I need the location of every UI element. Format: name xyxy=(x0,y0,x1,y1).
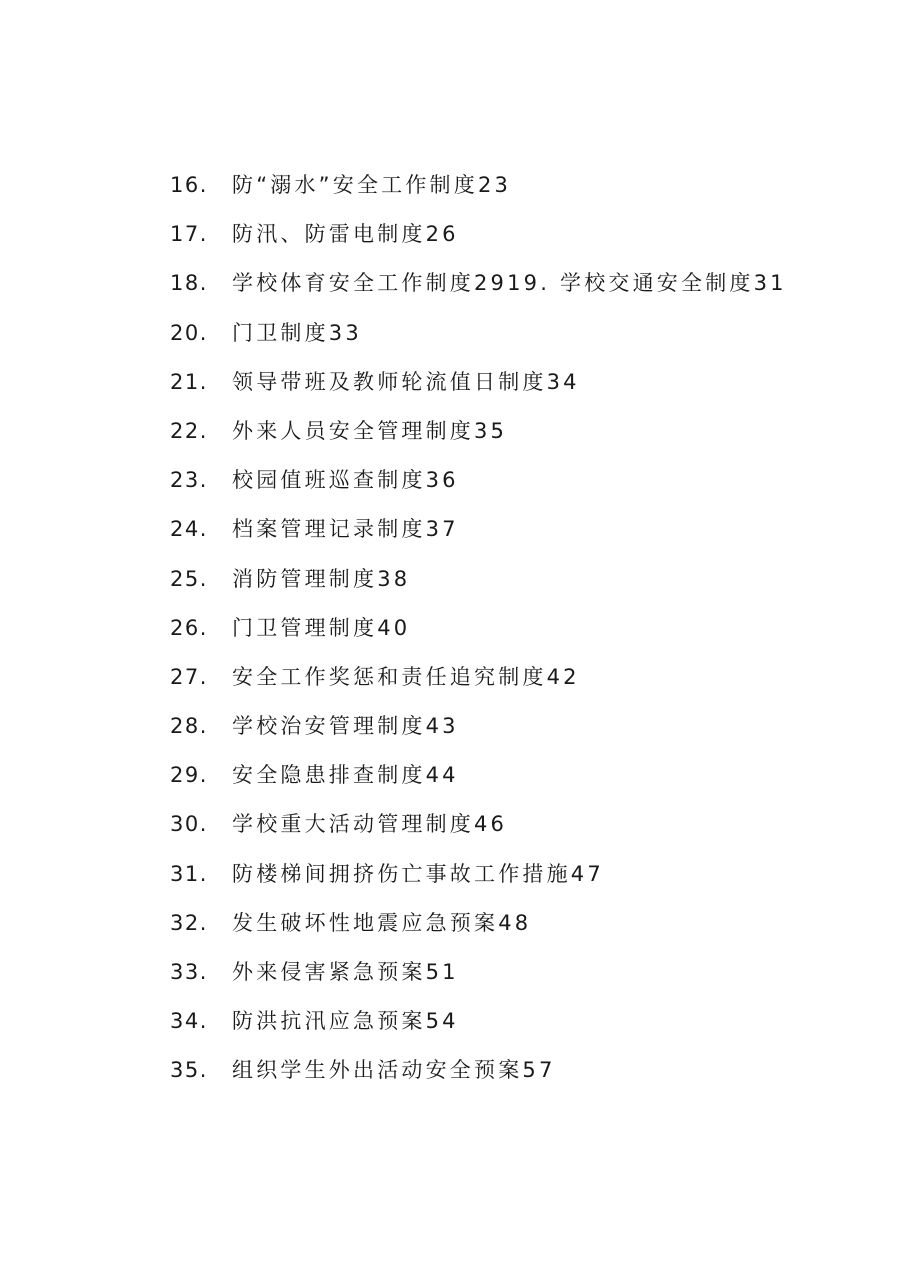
table-of-contents xyxy=(170,166,870,1101)
toc-entry xyxy=(170,215,870,264)
toc-entry-number: 31. xyxy=(170,861,208,886)
toc-entry-number: 29. xyxy=(170,763,208,788)
toc-entry xyxy=(170,412,870,461)
toc-entry-title: 门卫管理制度40 xyxy=(232,615,411,640)
toc-entry xyxy=(170,658,870,707)
toc-entry-title: 学校体育安全工作制度2919. 学校交通安全制度31 xyxy=(232,271,787,296)
toc-entry xyxy=(170,855,870,904)
toc-entry xyxy=(170,756,870,805)
toc-entry-number: 35. xyxy=(170,1058,208,1083)
toc-entry-title: 外来人员安全管理制度35 xyxy=(232,418,508,443)
toc-entry xyxy=(170,560,870,609)
toc-entry-number: 25. xyxy=(170,566,208,591)
toc-entry xyxy=(170,1051,870,1100)
toc-entry-title: 发生破坏性地震应急预案48 xyxy=(232,910,532,935)
toc-entry-title: 校园值班巡查制度36 xyxy=(232,468,459,493)
toc-entry xyxy=(170,264,870,313)
toc-entry-title: 防洪抗汛应急预案54 xyxy=(232,1009,459,1034)
toc-entry-number: 32. xyxy=(170,910,208,935)
toc-entry-number: 20. xyxy=(170,320,208,345)
toc-entry-number: 17. xyxy=(170,222,208,247)
toc-entry-number: 22. xyxy=(170,418,208,443)
toc-entry xyxy=(170,166,870,215)
toc-entry-title: 学校治安管理制度43 xyxy=(232,714,459,739)
toc-entry-title: 组织学生外出活动安全预案57 xyxy=(232,1058,556,1083)
toc-entry xyxy=(170,363,870,412)
toc-entry-title: 防汛、防雷电制度26 xyxy=(232,222,459,247)
toc-entry xyxy=(170,805,870,854)
toc-entry-title: 领导带班及教师轮流值日制度34 xyxy=(232,369,580,394)
toc-entry xyxy=(170,609,870,658)
toc-entry-number: 33. xyxy=(170,960,208,984)
toc-entry-number: 28. xyxy=(170,714,208,739)
toc-entry-number: 21. xyxy=(170,369,208,394)
toc-entry-title: 外来侵害紧急预案51 xyxy=(232,960,459,984)
toc-entry-number: 24. xyxy=(170,517,208,542)
toc-entry-title: 防“溺水”安全工作制度23 xyxy=(232,173,512,197)
toc-entry-number: 30. xyxy=(170,812,208,837)
toc-entry-title: 档案管理记录制度37 xyxy=(232,517,459,542)
toc-entry-number: 27. xyxy=(170,664,208,689)
toc-entry-number: 26. xyxy=(170,615,208,640)
toc-entry-number: 16. xyxy=(170,173,208,197)
toc-entry-title: 消防管理制度38 xyxy=(232,566,411,591)
toc-entry-title: 安全隐患排查制度44 xyxy=(232,763,459,788)
toc-entry xyxy=(170,1002,870,1051)
toc-entry-title: 门卫制度33 xyxy=(232,320,362,345)
toc-entry-number: 34. xyxy=(170,1009,208,1034)
toc-entry-title: 学校重大活动管理制度46 xyxy=(232,812,508,837)
toc-entry xyxy=(170,461,870,510)
toc-entry xyxy=(170,510,870,559)
toc-entry-number: 18. xyxy=(170,271,208,296)
toc-entry xyxy=(170,904,870,953)
toc-entry-number: 23. xyxy=(170,468,208,493)
toc-entry-title: 安全工作奖惩和责任追究制度42 xyxy=(232,664,580,689)
toc-entry-title: 防楼梯间拥挤伤亡事故工作措施47 xyxy=(232,861,604,886)
toc-entry xyxy=(170,707,870,756)
toc-entry xyxy=(170,953,870,1002)
toc-entry xyxy=(170,314,870,363)
